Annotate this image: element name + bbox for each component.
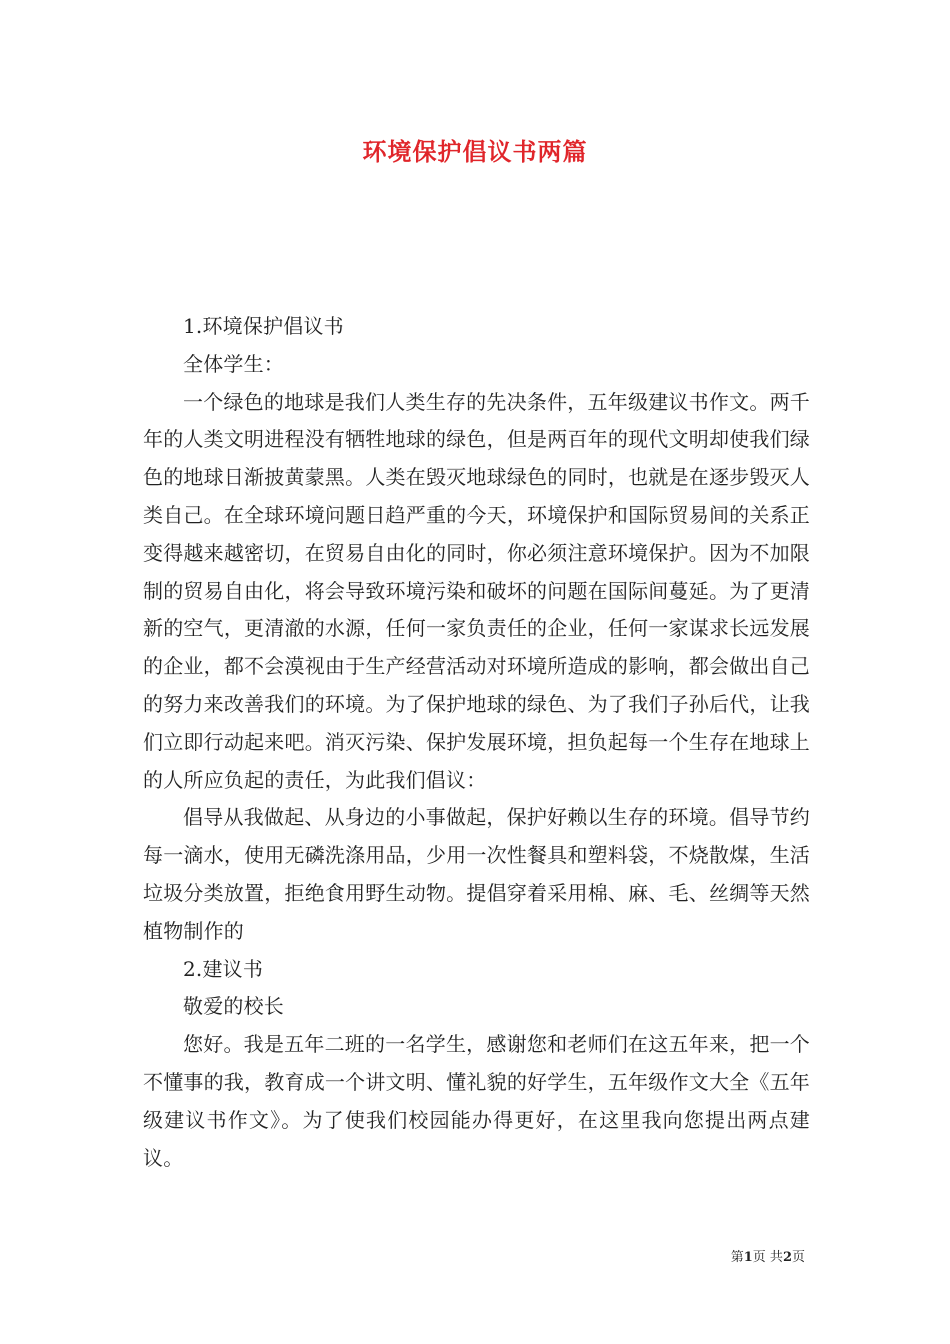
document-body xyxy=(143,308,810,1177)
total-pages-number: 2 xyxy=(782,1250,792,1265)
salutation-1: 全体学生： xyxy=(183,351,284,376)
footer-suffix: 页 xyxy=(791,1250,805,1265)
section-heading-1: 1.环境保护倡议书 xyxy=(183,314,344,338)
section-heading-2: 2.建议书 xyxy=(183,956,264,981)
current-page-number: 1 xyxy=(743,1250,753,1265)
body-paragraph: 您好。我是五年二班的一名学生，感谢您和老师们在这五年来，把一个不懂事的我，教育成一个讲文明、懂礼貌的好学生，五年级作文大全《五年级建议书作文》。为了使我们校园能办得更好，在这里我向您提出两点建议。 xyxy=(143,1032,810,1170)
document-title: 环境保护倡议书两篇 xyxy=(362,137,588,166)
body-paragraph: 倡导从我做起、从身边的小事做起，保护好赖以生存的环境。倡导节约每一滴水，使用无磷洗涤用品，少用一次性餐具和塑料袋，不烧散煤，生活垃圾分类放置，拒绝食用野生动物。提倡穿着采用棉、麻、毛、丝绸等天然植物制作的 xyxy=(143,805,810,943)
page-footer xyxy=(731,1246,805,1265)
body-paragraph: 一个绿色的地球是我们人类生存的先决条件，五年级建议书作文。两千年的人类文明进程没有牺牲地球的绿色，但是两百年的现代文明却使我们绿色的地球日渐披黄蒙黑。人类在毁灭地球绿色的同时，也就是在逐步毁灭人类自己。在全球环境问题日趋严重的今天，环境保护和国际贸易间的关系正变得越来越密切，在贸易自由化的同时，你必须注意环境保护。因为不加限制的贸易自由化，将会导致环境污染和破坏的问题在国际间蔓延。为了更清新的空气，更清澈的水源，任何一家负责任的企业，任何一家谋求长远发展的企业，都不会漠视由于生产经营活动对环境所造成的影响，都会做出自己的努力来改善我们的环境。为了保护地球的绿色、为了我们子孙后代，让我们立即行动起来吧。消灭污染、保护发展环境，担负起每一个生存在地球上的人所应负起的责任，为此我们倡议： xyxy=(143,389,810,792)
salutation-2: 敬爱的校长 xyxy=(183,994,284,1019)
footer-middle: 页 共 xyxy=(752,1250,783,1265)
footer-prefix: 第 xyxy=(730,1250,744,1265)
